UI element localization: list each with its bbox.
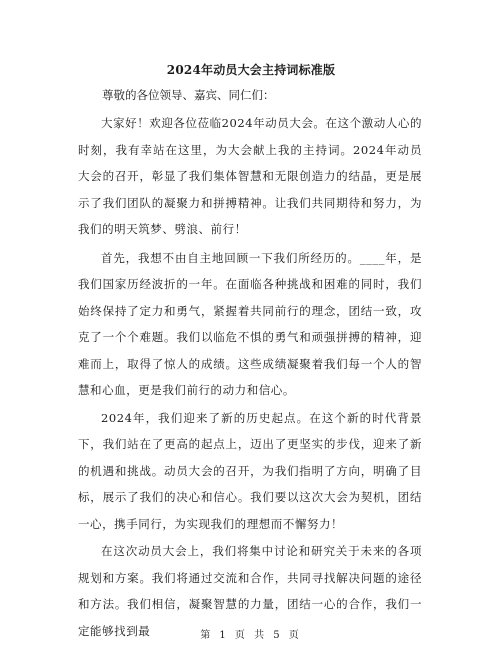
paragraph-2: 首先，我想不由自主地回顾一下我们所经历的。____年，是我们国家历经波折的一年。在面临各种挑战和困难的同时，我们始终保持了定力和勇气，紧握着共同前行的理念，团结一致，攻克了一个个难题。我们以临危不惧的勇气和顽强拼搏的精神，迎难而上，取得了惊人的成绩。这些成绩凝聚着我们每一个人的智慧和心血，更是我们前行的动力和信心。 — [78, 250, 422, 397]
paragraph-3: 2024年，我们迎来了新的历史起点。在这个新的时代背景下，我们站在了更高的起点上，迈出了更坚实的步伐，迎来了新的机遇和挑战。动员大会的召开，为我们指明了方向，明确了目标，展示了我们的决心和信心。我们要以这次大会为契机，团结一心，携手同行，为实现我们的理想而不懈努力！ — [78, 410, 422, 531]
paragraph-1: 大家好！欢迎各位莅临2024年动员大会。在这个激动人心的时刻，我有幸站在这里，为大会献上我的主持词。2024年动员大会的召开，彰显了我们集体智慧和无限创造力的结晶，更是展示了我们团队的凝聚力和拼搏精神。让我们共同期待和努力，为我们的明天筑梦、劈浪、前行！ — [78, 116, 422, 236]
document-title: 2024年动员大会主持词标准版 — [166, 63, 336, 77]
page-number-footer: 第 1 页 共 5 页 — [200, 630, 302, 641]
document-body — [78, 84, 422, 644]
salutation: 尊敬的各位领导、嘉宾、同仁们： — [102, 88, 275, 102]
paragraph-4: 在这次动员大会上，我们将集中讨论和研究关于未来的各项规划和方案。我们将通过交流和合作，共同寻找解决问题的途径和方法。我们相信，凝聚智慧的力量，团结一心的合作，我们一定能够找到最 — [78, 544, 422, 638]
